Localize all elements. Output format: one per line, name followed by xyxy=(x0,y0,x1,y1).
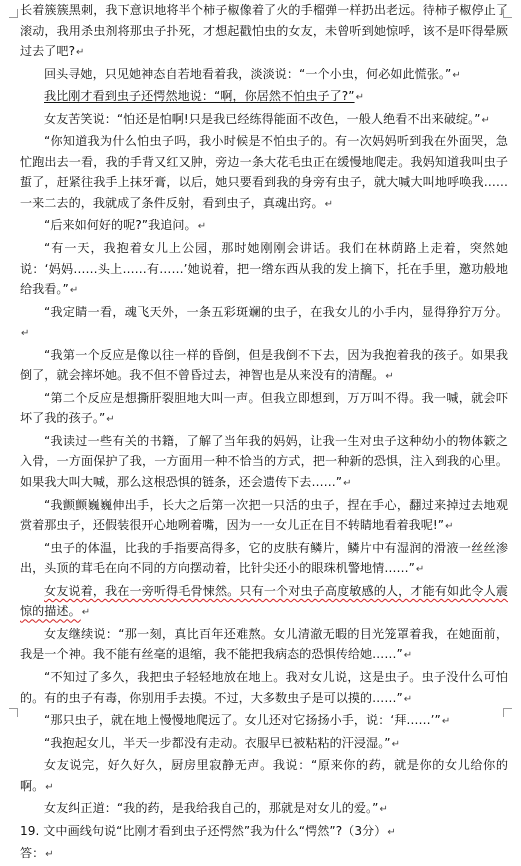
paragraph-p14 xyxy=(20,581,508,624)
paragraph-p19 xyxy=(20,755,508,798)
paragraph-mark-icon: ↵ xyxy=(415,564,425,576)
paragraph-mark-icon: ↵ xyxy=(355,92,364,104)
paragraph-p4 xyxy=(20,109,508,132)
paragraph-p20 xyxy=(20,798,508,821)
paragraph-text: 我比刚才看到虫子还愕然地说：“啊，你居然不怕虫子了?” xyxy=(44,89,355,104)
paragraph-mark-icon: ↵ xyxy=(343,478,352,490)
paragraph-mark-icon: ↵ xyxy=(76,47,85,59)
paragraph-p21 xyxy=(20,821,508,844)
paragraph-text: “我定睛一看，魂飞天外，一条五彩斑斓的虫子，在我女儿的小手内，显得狰狞万分。 xyxy=(44,304,508,319)
paragraph-p9 xyxy=(20,345,508,388)
paragraph-text: 19. 文中画线句说“比刚才看到虫子还愕然”我为什么“愕然”?（3分） xyxy=(20,823,387,838)
crop-mark-bottom-left xyxy=(9,708,18,717)
paragraph-p2 xyxy=(20,64,508,87)
paragraph-mark-icon: ↵ xyxy=(197,221,207,233)
paragraph-p13 xyxy=(20,538,508,581)
paragraph-text: “我抱起女儿，半天一步都没有走动。衣服早已被粘粘的汗浸湿。” xyxy=(44,735,391,750)
paragraph-text: 长着簇簇黑刺，我下意识地将半个柿子椒像着了火的手榴弹一样扔出老远。待柿子椒停止了滚动，我用杀虫剂将那虫子扑死，才想起戳怕虫的女友，未曾听到她惊呼，该不是吓得晕厥过去了吧? xyxy=(20,3,508,59)
paragraph-mark-icon: ↵ xyxy=(81,607,91,619)
paragraph-mark-icon: ↵ xyxy=(445,521,454,533)
paragraph-p18 xyxy=(20,733,508,756)
paragraph-mark-icon: ↵ xyxy=(45,849,54,861)
paragraph-text: “你知道我为什么怕虫子吗，我小时候是不怕虫子的。有一次妈妈听到我在外面哭，急忙跑出去一看，我的手背又红又肿，旁边一条大花毛虫正在缓慢地爬走。我妈知道我叫虫子蜇了，赶紧往我手上抹牙膏，以后，她只要看到我的身旁有虫子，就大喊大叫地呼唤我……一来二去的，我就成了条件反射，看到虫子，真魂出窍。 xyxy=(20,134,508,210)
paragraph-mark-icon: ↵ xyxy=(106,414,115,426)
paragraph-p16 xyxy=(20,667,508,710)
paragraph-p3 xyxy=(20,86,508,109)
paragraph-text: “我读过一些有关的书籍，了解了当年我的妈妈，让我一生对虫子这种幼小的物体簌之入骨，一方面保护了我，一方面用一种不恰当的方式，把一种新的恐惧，注入到我的心里。如果我大叫大喊，那么这根恐惧的链条，还会遗传下去……” xyxy=(20,433,508,490)
document-body xyxy=(20,0,508,866)
paragraph-text: “不知过了多久，我把虫子轻轻地放在地上。我对女儿说，这是虫子。虫子没什么可怕的。有的虫子有毒，你别用手去摸。不过，大多数虫子是可以摸的……” xyxy=(20,669,508,705)
paragraph-text: 女友纠正道：“我的药，是我给我自己的，那就是对女儿的爱。” xyxy=(44,801,379,816)
paragraph-mark-icon: ↵ xyxy=(379,804,388,816)
paragraph-text: 女友说完，好久好久，厨房里寂静无声。我说：“原来你的药，就是你的女儿给你的啊。 xyxy=(20,758,508,793)
paragraph-mark-icon: ↵ xyxy=(324,198,334,210)
paragraph-mark-icon: ↵ xyxy=(385,371,394,383)
paragraph-text: “我第一个反应是像以往一样的昏倒，但是我倒不下去，因为我抱着我的孩子。如果我倒了，就会摔坏她。我不但不曾昏过去，神智也是从来没有的清醒。 xyxy=(20,347,508,383)
paragraph-p10 xyxy=(20,388,508,431)
paragraph-text: 女友说着，我在一旁听得毛骨悚然。只有一个对虫子高度敏感的人，才能有如此令人震惊的描述。 xyxy=(20,583,508,619)
paragraph-text: “那只虫子，就在地上慢慢地爬远了。女儿还对它扬扬小手，说：‘拜……’” xyxy=(44,713,441,728)
paragraph-text: 回头寻她，只见她神态自若地看着我，淡淡说：“一个小虫，何必如此慌张。” xyxy=(44,66,452,81)
paragraph-text: 女友苦笑说：“怕还是怕啊!只是我已经练得能面不改色，一般人绝看不出来破绽。” xyxy=(44,111,481,126)
paragraph-p6 xyxy=(20,215,508,238)
paragraph-p11 xyxy=(20,431,508,495)
paragraph-p15 xyxy=(20,624,508,667)
paragraph-p17 xyxy=(20,710,508,733)
paragraph-text: 答： xyxy=(20,846,45,861)
paragraph-mark-icon: ↵ xyxy=(403,650,413,662)
paragraph-mark-icon: ↵ xyxy=(387,826,396,838)
paragraph-p12 xyxy=(20,495,508,538)
paragraph-mark-icon: ↵ xyxy=(481,114,490,126)
paragraph-text: “第二个反应是想撕肝裂胆地大叫一声。但我立即想到，万万叫不得。我一喊，就会吓坏了我的孩子。” xyxy=(20,390,508,426)
paragraph-mark-icon: ↵ xyxy=(403,693,413,705)
paragraph-p8 xyxy=(20,302,508,345)
paragraph-text: 女友继续说：“那一刻，真比百年还难熬。女儿清澈无暇的目光笼罩着我，在她面前，我是一个神。我不能有丝毫的退缩，我不能把我病态的恐惧传给她……” xyxy=(20,626,508,662)
paragraph-p22 xyxy=(20,843,508,866)
crop-mark-top-left xyxy=(9,9,18,18)
paragraph-p7 xyxy=(20,238,508,302)
paragraph-text: “虫子的体温，比我的手指要高得多，它的皮肤有鳞片，鳞片中有湿润的滑液一丝丝渗出，头顶的茸毛在向不同的方向摆动着，比针尖还小的眼珠机警地情……” xyxy=(20,540,508,576)
paragraph-mark-icon: ↵ xyxy=(391,738,401,750)
paragraph-text: “我颤颤巍巍伸出手，长大之后第一次把一只活的虫子，捏在手心，翻过来掉过去地观赏着那虫子，还假装很开心地咧着嘴，因为一一女儿正在目不转睛地看着我呢!” xyxy=(20,497,508,533)
paragraph-p1 xyxy=(20,0,508,64)
paragraph-p5 xyxy=(20,131,508,215)
paragraph-mark-icon: ↵ xyxy=(21,328,30,340)
paragraph-mark-icon: ↵ xyxy=(441,716,451,728)
paragraph-text: “后来如何好的呢?”我追问。 xyxy=(44,218,197,233)
paragraph-mark-icon: ↵ xyxy=(45,781,54,793)
paragraph-mark-icon: ↵ xyxy=(69,285,79,297)
paragraph-text: “有一天，我抱着女儿上公园，那时她刚刚会讲话。我们在林荫路上走着，突然她说：‘妈妈……头上……有……’她说着，把一绺东西从我的发上摘下，托在手里，邀功般地给我看。” xyxy=(20,241,508,297)
paragraph-mark-icon: ↵ xyxy=(452,69,461,81)
